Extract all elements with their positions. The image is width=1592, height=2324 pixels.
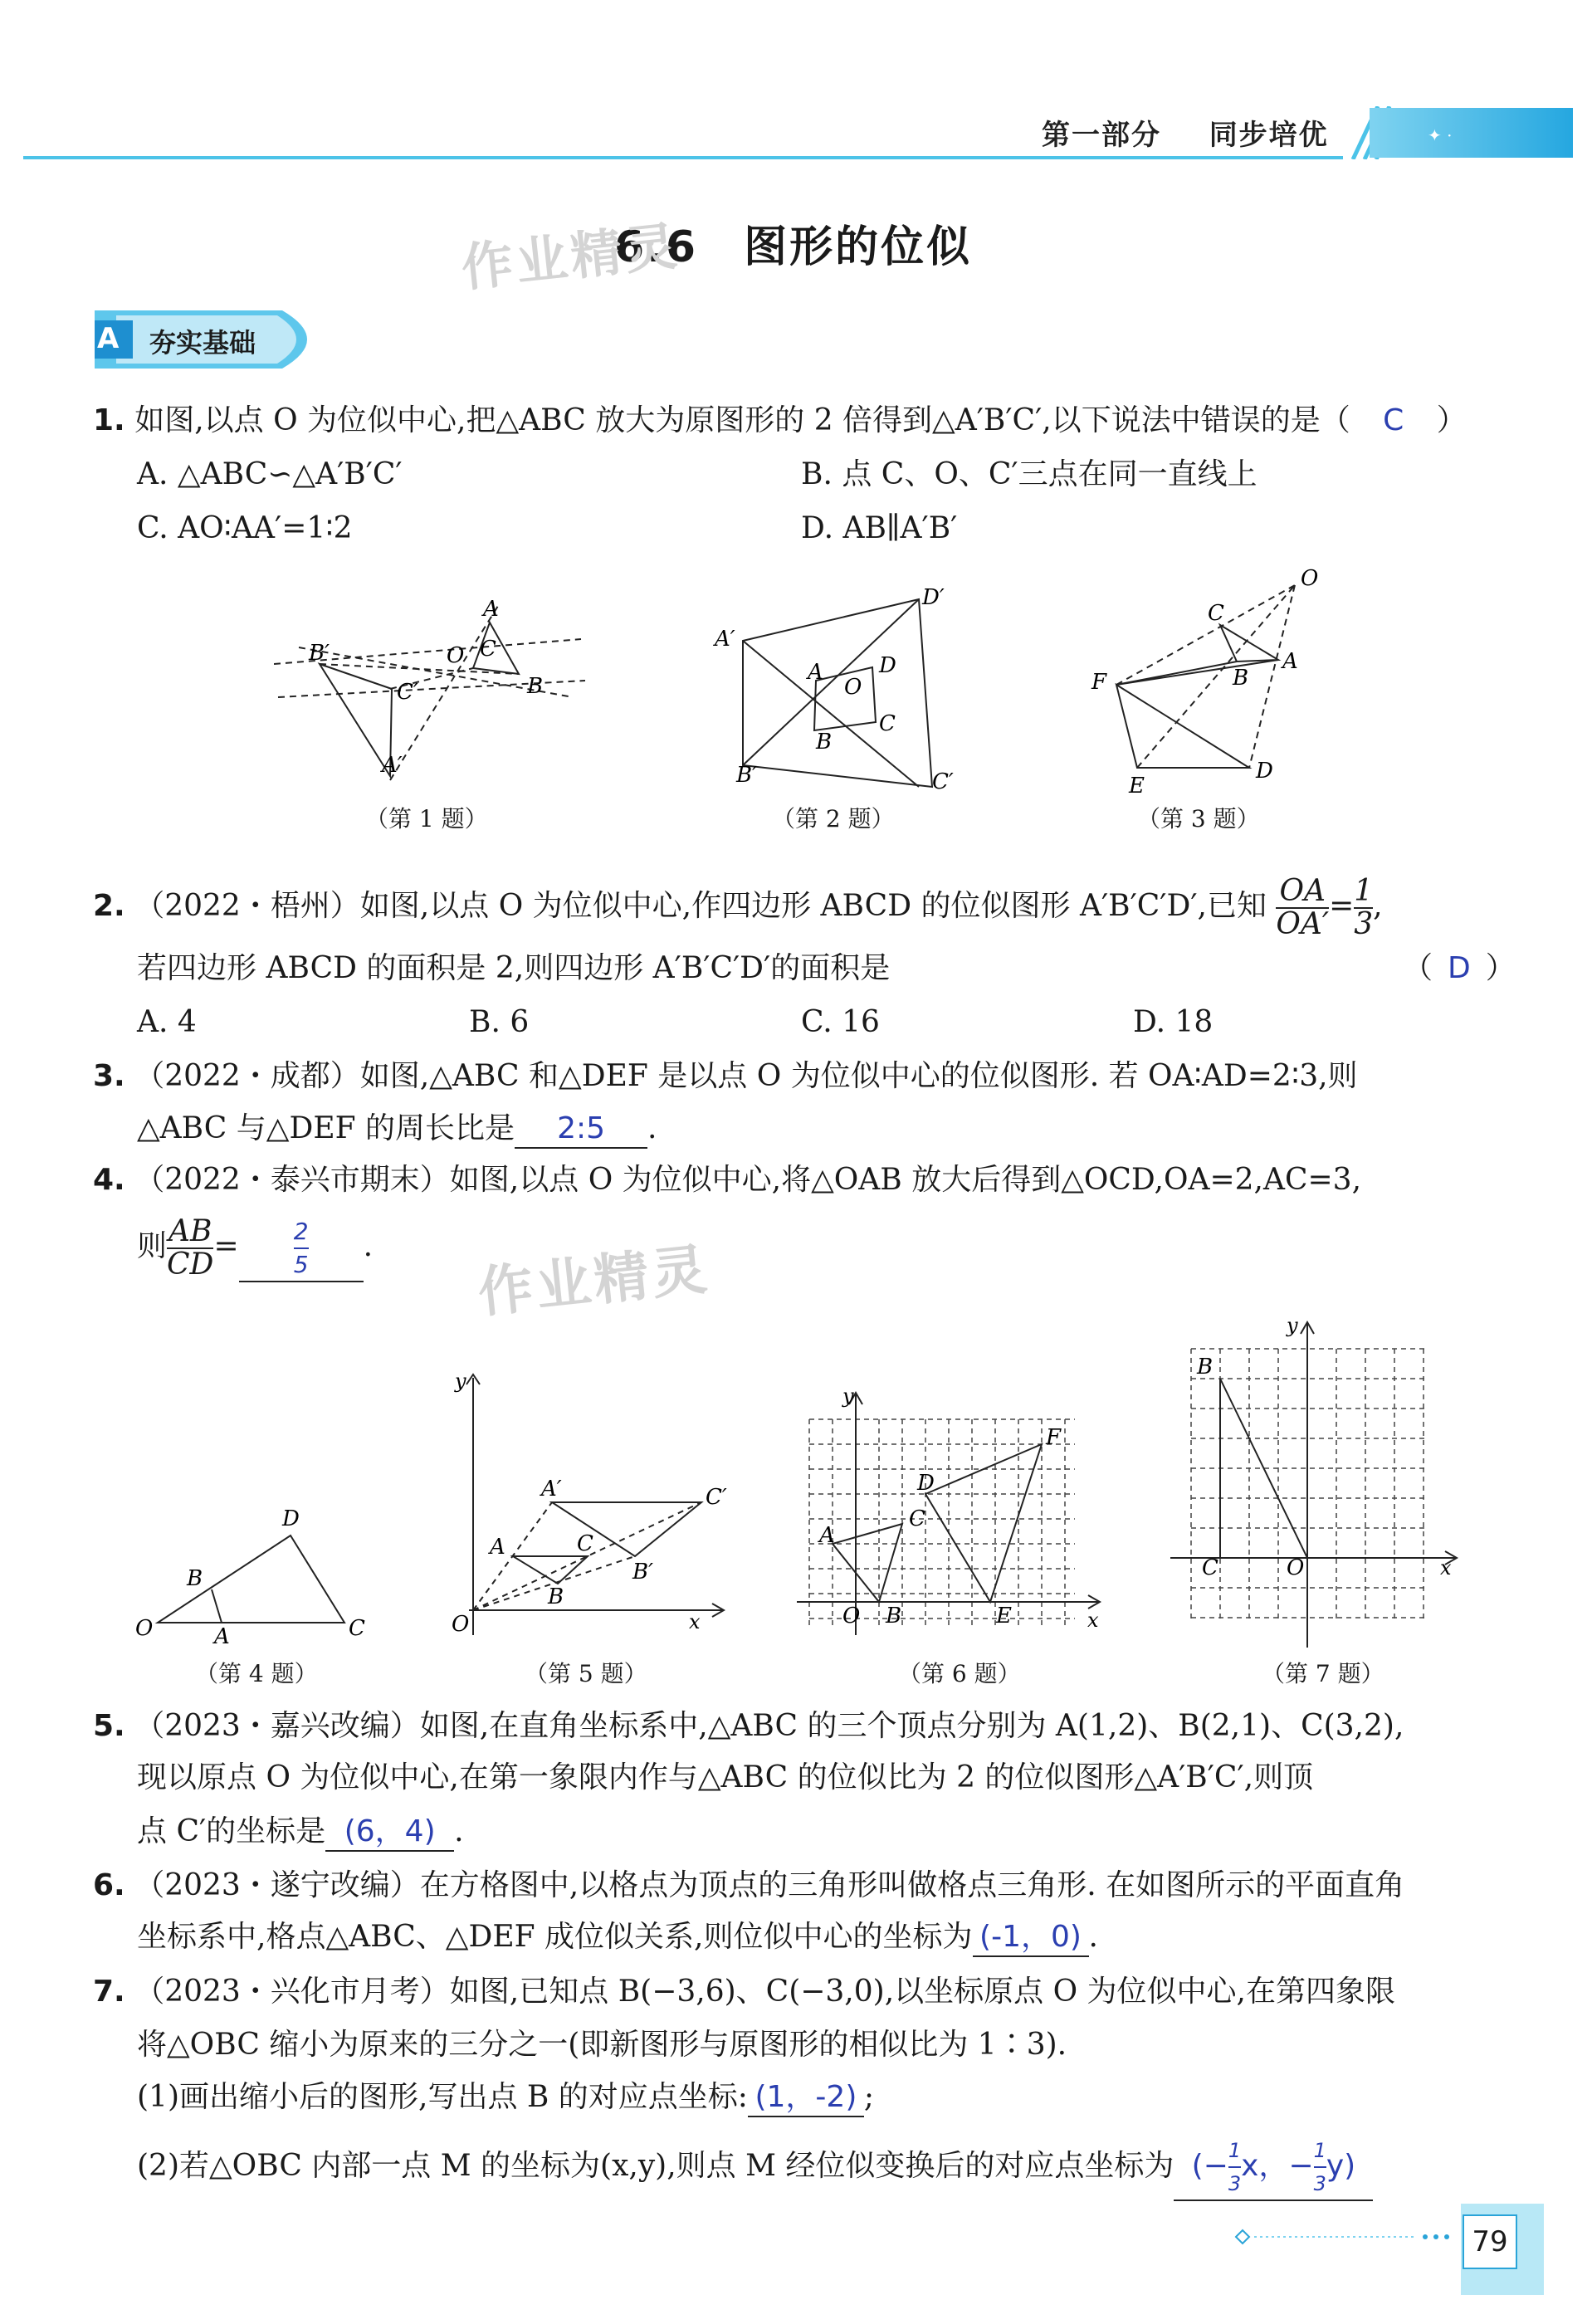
q2-fraction: $\frac{OA}{OA'}$ (1276, 874, 1330, 941)
q7-line1: 7. （2023・兴化市月考）如图,已知点 B(−3,6)、C(−3,0),以坐标原点 O 为位似中心,在第四象限 (93, 1975, 1395, 2009)
f4-label: C (349, 1616, 365, 1641)
page-title: 6.6 图形的位似 (614, 222, 973, 272)
f3-label: E (1129, 774, 1145, 798)
f2-label: B′ (736, 763, 758, 788)
q4-line1: 4. （2022・泰兴市期末）如图,以点 O 为位似中心,将△OAB 放大后得到△OCD,OA=2,AC=3, (93, 1163, 1362, 1197)
q4-line2: 则 $\frac{AB}{CD}$ = $\frac{2}{5}$ . (137, 1214, 374, 1282)
f6-label: x (1087, 1609, 1099, 1632)
caption-fig2: （第 2 题） (772, 805, 895, 832)
caption-fig1: （第 1 题） (365, 805, 488, 832)
f3-label: B (1233, 666, 1249, 691)
f3-label: C (1208, 601, 1224, 626)
figure-2 (710, 581, 984, 797)
caption-fig6: （第 6 题） (898, 1660, 1021, 1687)
q2-option-a: A. 4 (137, 1005, 197, 1039)
q2-line2: 若四边形 ABCD 的面积是 2,则四边形 A′B′C′D′的面积是 (137, 951, 891, 985)
f6-label: y (842, 1384, 854, 1408)
q6-line2: 坐标系中,格点△ABC、△DEF 成位似关系,则位似中心的坐标为 (-1，0) . (137, 1919, 1098, 1957)
f5-label: B′ (632, 1560, 654, 1584)
q7-line2: 将△OBC 缩小为原来的三分之一(即新图形与原图形的相似比为 1∶3). (137, 2028, 1067, 2062)
f6-label: B (886, 1604, 902, 1628)
caption-fig3: （第 3 题） (1137, 805, 1260, 832)
f2-label: A (808, 660, 823, 685)
star-icon (1370, 108, 1573, 158)
header-rule (23, 156, 1343, 159)
f5-label: A (490, 1535, 505, 1560)
f1-label: A (483, 597, 499, 622)
caption-fig4: （第 4 题） (195, 1660, 318, 1687)
f4-label: O (135, 1616, 154, 1641)
page-number: 79 (1463, 2214, 1517, 2269)
q1-option-d: D. AB∥A′B′ (801, 511, 958, 545)
q1-number: 1. (93, 403, 125, 437)
f2-label: C′ (932, 769, 954, 794)
f1-label: O (447, 643, 465, 668)
figure-7 (1162, 1307, 1469, 1656)
figure-4 (129, 1486, 378, 1643)
q1-option-c: C. AO∶AA′=1∶2 (137, 511, 353, 545)
q2-option-d: D. 18 (1133, 1005, 1214, 1039)
header-section: 同步培优 (1209, 119, 1329, 152)
f1-label: A′ (382, 753, 403, 778)
q1-text: 如图,以点 O 为位似中心,把△ABC 放大为原图形的 2 倍得到△A′B′C′,以下说法中错误的是（ (134, 403, 1350, 437)
svg-text:✦ ·: ✦ · (1428, 125, 1453, 145)
f1-label: C′ (397, 680, 418, 705)
footer-dots (1233, 2224, 1457, 2249)
f5-label: A′ (541, 1477, 562, 1501)
header-breadcrumb (1042, 112, 1329, 153)
q1-paren: ） (1436, 403, 1467, 437)
q5-answer: (6，4) (325, 1814, 454, 1852)
f5-label: C′ (706, 1485, 727, 1510)
q3-answer: 2:5 (515, 1111, 647, 1149)
f2-label: O (844, 675, 862, 700)
section-letter: A (97, 322, 120, 355)
q5-line2: 现以原点 O 为位似中心,在第一象限内作与△ABC 的位似比为 2 的位似图形△A′B′C′,则顶 (137, 1760, 1314, 1794)
q2-answer-box: （ D ） (1403, 951, 1516, 985)
q1-option-b: B. 点 C、O、C′三点在同一直线上 (801, 457, 1257, 491)
f7-label: B (1197, 1355, 1214, 1379)
header-part: 第一部分 (1042, 119, 1161, 152)
f6-label: E (996, 1604, 1012, 1628)
q2-answer: D (1448, 951, 1471, 985)
section-label: 夯实基础 (149, 327, 256, 359)
q7-part2-answer: (− $\frac{1}{3}$ x，− $\frac{1}{3}$ y) (1174, 2135, 1373, 2201)
f6-label: C (909, 1506, 925, 1531)
q3-line1: 3. （2022・成都）如图,△ABC 和△DEF 是以点 O 为位似中心的位似图形. 若 OA∶AD=2∶3,则 (93, 1059, 1358, 1093)
watermark: 作业精灵 (458, 215, 683, 299)
figure-5 (423, 1361, 747, 1643)
f5-label: O (452, 1612, 470, 1637)
f6-label: O (842, 1604, 861, 1628)
f7-label: C (1202, 1555, 1218, 1580)
f7-label: O (1287, 1555, 1305, 1580)
f2-label: D (879, 653, 896, 678)
figure-1 (274, 589, 589, 797)
f2-label: B (816, 730, 833, 754)
q1-option-a: A. △ABC∽△A′B′C′ (137, 457, 403, 491)
f1-label: B′ (309, 641, 330, 666)
q2-stem: 2. （2022・梧州）如图,以点 O 为位似中心,作四边形 ABCD 的位似图形 A′B′C′D′,已知 $\frac{OA}{OA'}$ = $\frac{1}{3}$ , (93, 874, 1383, 941)
f6-label: A (819, 1523, 835, 1548)
q3-line2: △ABC 与△DEF 的周长比是 2:5 . (137, 1111, 657, 1149)
figure-3 (1083, 560, 1332, 801)
f2-label: A′ (715, 627, 735, 652)
f4-label: B (187, 1566, 203, 1591)
f7-label: x (1440, 1556, 1452, 1579)
figure-6 (793, 1378, 1108, 1643)
q2-number: 2. (93, 889, 125, 923)
f2-label: C (879, 711, 896, 736)
caption-fig7: （第 7 题） (1262, 1660, 1384, 1687)
f6-label: D (917, 1471, 935, 1496)
q6-line1: 6. （2023・遂宁改编）在方格图中,以格点为顶点的三角形叫做格点三角形. 在如图所示的平面直角 (93, 1868, 1405, 1902)
f7-label: y (1287, 1314, 1298, 1337)
caption-fig5: （第 5 题） (525, 1660, 647, 1687)
f1-label: C (480, 637, 496, 662)
watermark: 作业精灵 (475, 1237, 713, 1326)
q2-ratio: $\frac{1}{3}$ (1354, 874, 1374, 941)
q1-answer: C (1383, 403, 1404, 437)
q4-answer: $\frac{2}{5}$ (294, 1216, 309, 1281)
q2-option-c: C. 16 (801, 1005, 880, 1039)
q5-line1: 5. （2023・嘉兴改编）如图,在直角坐标系中,△ABC 的三个顶点分别为 A(1,2)、B(2,1)、C(3,2), (93, 1709, 1404, 1743)
f6-label: F (1046, 1425, 1062, 1450)
f4-label: A (214, 1624, 230, 1643)
f1-label: B (527, 674, 544, 699)
header-bar (1370, 108, 1573, 158)
f3-label: A (1282, 649, 1298, 674)
q2-text: （2022・梧州）如图,以点 O 为位似中心,作四边形 ABCD 的位似图形 A′B′C′D′,已知 (134, 889, 1267, 923)
f5-label: y (455, 1370, 466, 1393)
f3-label: F (1091, 670, 1107, 695)
q6-answer: (-1，0) (973, 1919, 1089, 1957)
f3-label: O (1301, 566, 1319, 591)
f4-label: D (282, 1506, 300, 1531)
q2-option-b: B. 6 (469, 1005, 530, 1039)
q7-part1: (1)画出缩小后的图形,写出点 B 的对应点坐标: (1，-2) ; (137, 2079, 874, 2117)
q1-stem (93, 403, 1467, 439)
f5-label: B (548, 1584, 564, 1609)
q7-part2: (2)若△OBC 内部一点 M 的坐标为(x,y),则点 M 经位似变换后的对应点坐标为 (− $\frac{1}{3}$ x，− $\frac{1}{3}$ y) (137, 2135, 1373, 2201)
f5-label: x (689, 1610, 701, 1633)
q5-line3: 点 C′的坐标是 (6，4) . (137, 1814, 464, 1852)
f5-label: C (577, 1531, 593, 1556)
f2-label: D′ (922, 585, 945, 610)
f3-label: D (1256, 759, 1273, 784)
q7-part1-answer: (1，-2) (748, 2079, 864, 2117)
